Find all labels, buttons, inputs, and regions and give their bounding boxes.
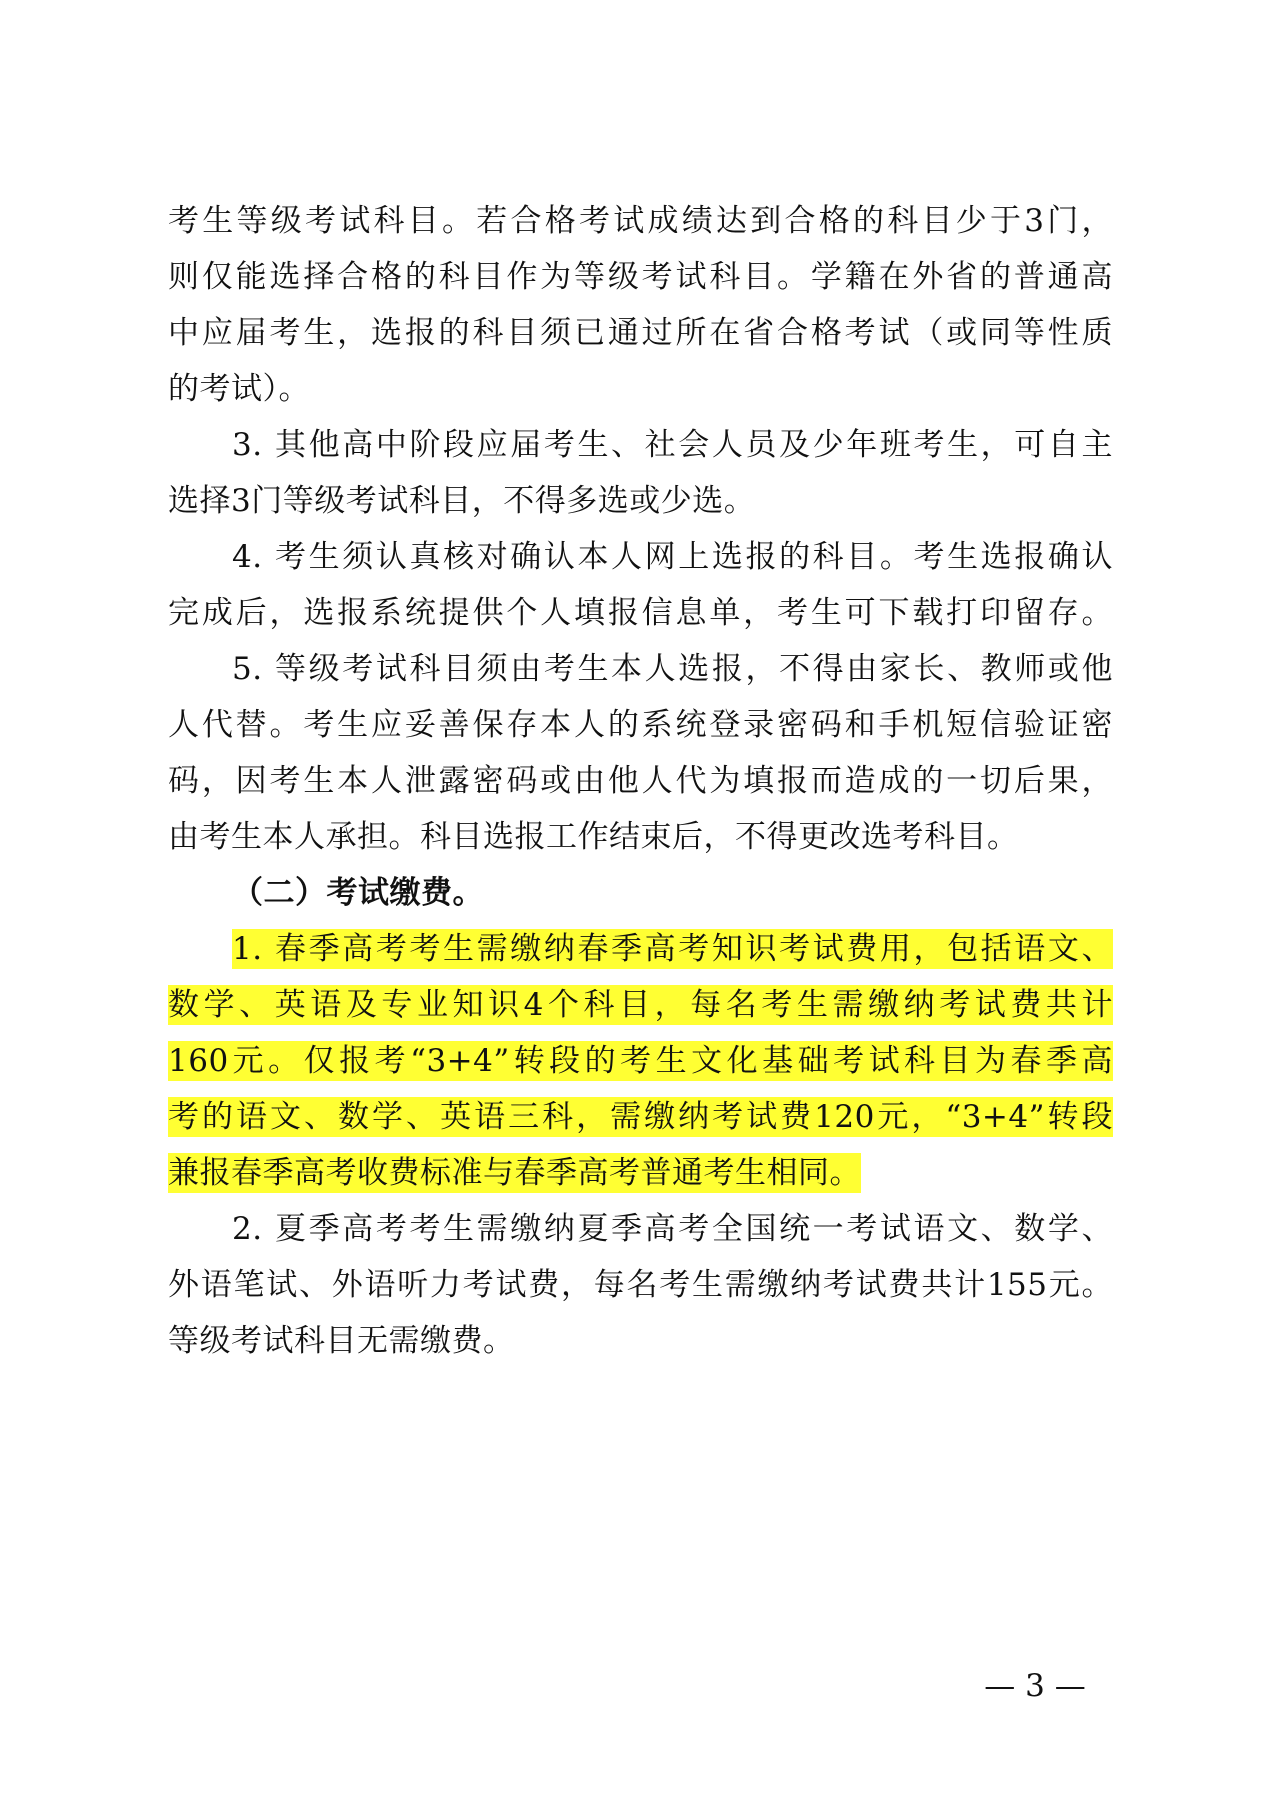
text-line: 码，因考生本人泄露密码或由他人代为填报而造成的一切后果， (168, 763, 1113, 799)
text-line: 等级考试科目无需缴费。 (168, 1323, 515, 1359)
highlight-span: 兼报春季高考收费标准与春季高考普通考生相同。 (168, 1155, 861, 1191)
highlight-span: 1. 春季高考考生需缴纳春季高考知识考试费用，包括语文、 (232, 931, 1113, 967)
section-heading: （二）考试缴费。 (232, 875, 484, 911)
highlighted-line (168, 1086, 1113, 1148)
text-line: 完成后，选报系统提供个人填报信息单，考生可下载打印留存。 (168, 595, 1113, 631)
page-number: — 3 — (984, 1668, 1086, 1704)
text-line: 的考试）。 (168, 371, 310, 407)
text-line: 5. 等级考试科目须由考生本人选报，不得由家长、教师或他 (232, 651, 1113, 687)
highlighted-line (168, 1142, 1113, 1204)
text-line: 2. 夏季高考考生需缴纳夏季高考全国统一考试语文、数学、 (232, 1211, 1113, 1247)
highlighted-line (168, 974, 1113, 1036)
text-line: 选择3门等级考试科目，不得多选或少选。 (168, 483, 756, 519)
text-line: 则仅能选择合格的科目作为等级考试科目。学籍在外省的普通高 (168, 259, 1113, 295)
highlighted-line (168, 1030, 1113, 1092)
highlight-span: 数学、英语及专业知识4个科目，每名考生需缴纳考试费共计 (168, 987, 1113, 1023)
highlight-span: 考的语文、数学、英语三科，需缴纳考试费120元，“3+4”转段 (168, 1099, 1113, 1135)
text-line: 人代替。考生应妥善保存本人的系统登录密码和手机短信验证密 (168, 707, 1113, 743)
text-line: 3. 其他高中阶段应届考生、社会人员及少年班考生，可自主 (232, 427, 1113, 463)
highlighted-line (232, 918, 1113, 980)
text-line: 4. 考生须认真核对确认本人网上选报的科目。考生选报确认 (232, 539, 1113, 575)
text-line: 由考生本人承担。科目选报工作结束后，不得更改选考科目。 (168, 819, 1019, 855)
text-line: 中应届考生，选报的科目须已通过所在省合格考试（或同等性质 (168, 315, 1113, 351)
text-line: 外语笔试、外语听力考试费，每名考生需缴纳考试费共计155元。 (168, 1267, 1113, 1303)
text-line: 考生等级考试科目。若合格考试成绩达到合格的科目少于3门， (168, 203, 1113, 239)
highlight-span: 160元。仅报考“3+4”转段的考生文化基础考试科目为春季高 (168, 1043, 1113, 1079)
